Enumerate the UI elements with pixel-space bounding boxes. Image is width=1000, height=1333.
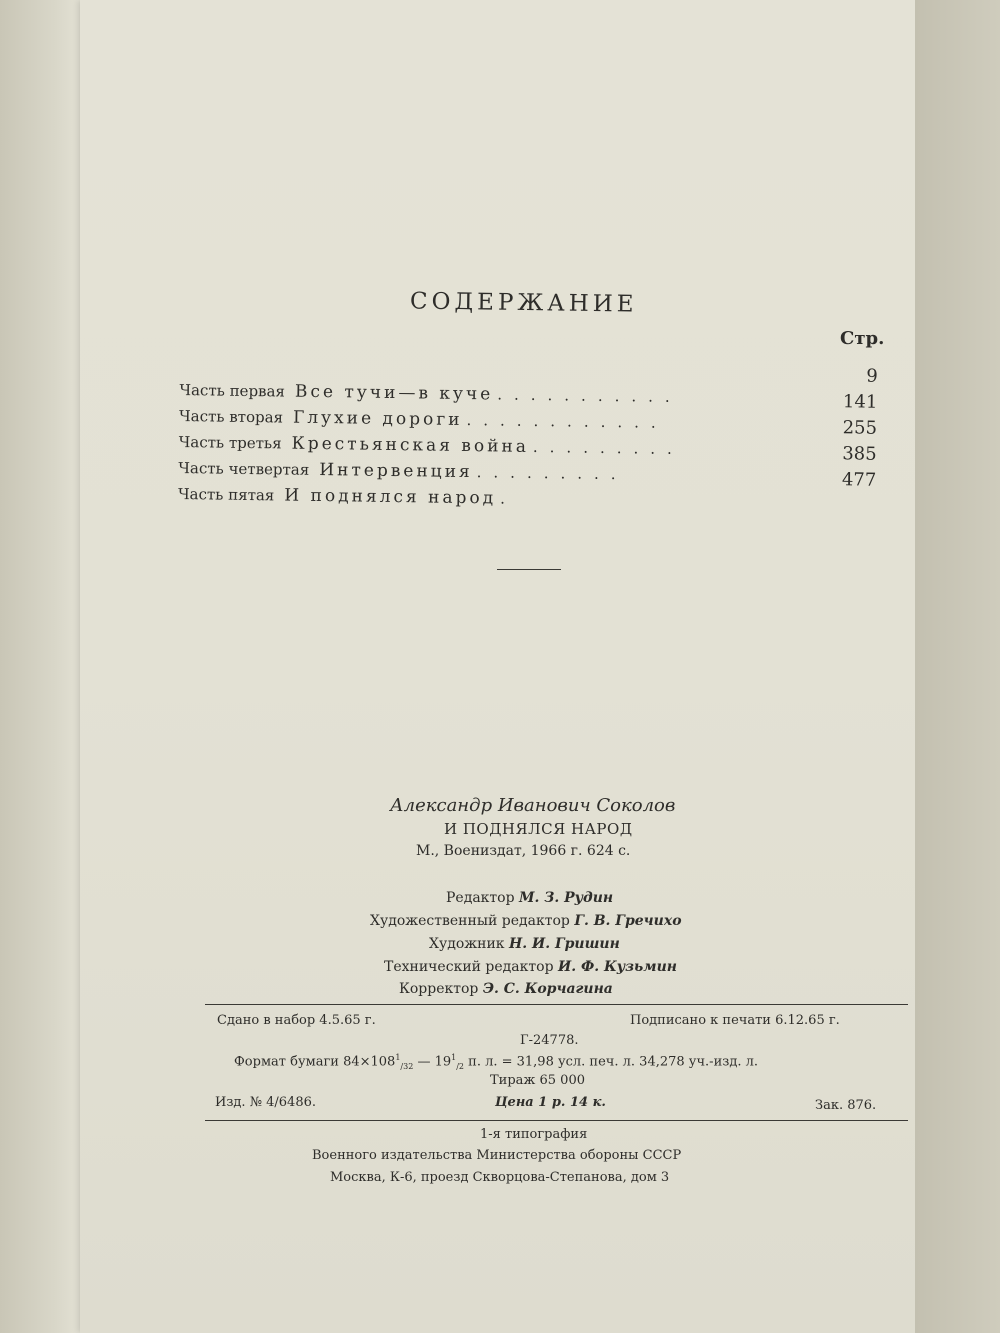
- format-text: п. л. = 31,98 усл. печ. л. 34,278 уч.-изд. л.: [468, 1054, 758, 1070]
- format-sub: /32: [400, 1061, 414, 1071]
- toc-page-number: 9: [866, 365, 878, 387]
- credit-role: Редактор: [446, 890, 515, 906]
- toc-leader-dots: .........: [532, 437, 684, 459]
- toc-title: Глухие дороги: [292, 407, 463, 430]
- toc-title: Интервенция: [319, 459, 473, 483]
- credit-name: Э. С. Корчагина: [482, 981, 613, 997]
- izd-number: Изд. № 4/6486.: [215, 1095, 316, 1110]
- toc-part: Часть пятая: [177, 484, 275, 505]
- credit-role: Корректор: [399, 981, 479, 997]
- format-text: Формат бумаги 84×108: [234, 1054, 396, 1070]
- credit-line: [446, 890, 613, 906]
- credit-line: [399, 981, 613, 997]
- toc-entry: [179, 432, 684, 459]
- toc-page-number: 385: [842, 443, 877, 465]
- credit-name: И. Ф. Кузьмин: [557, 959, 677, 975]
- toc-heading: СОДЕРЖАНИЕ: [409, 288, 638, 318]
- signed-date: Подписано к печати 6.12.65 г.: [630, 1013, 840, 1028]
- credit-name: Г. В. Гречихо: [574, 913, 682, 929]
- credit-role: Художественный редактор: [370, 913, 570, 929]
- toc-part: Часть четвертая: [178, 458, 310, 479]
- printer-name: 1-я типография: [480, 1127, 588, 1142]
- format-sup: 1: [451, 1053, 457, 1062]
- credit-role: Технический редактор: [384, 959, 554, 975]
- toc-part: Часть первая: [179, 380, 286, 401]
- publication-info: М., Воениздат, 1966 г. 624 с.: [416, 843, 631, 859]
- price: Цена 1 р. 14 к.: [495, 1095, 606, 1110]
- printer-org: Военного издательства Министерства обороны СССР: [312, 1148, 682, 1163]
- toc-title: Все тучи—в куче: [294, 381, 494, 405]
- toc-page-number: 255: [842, 417, 878, 439]
- author-name: Александр Иванович Соколов: [390, 795, 676, 816]
- toc-title: И поднялся народ: [284, 485, 497, 509]
- toc-leader-dots: ...........: [497, 385, 682, 407]
- toc-leader-dots: .........: [476, 463, 628, 484]
- credit-line: [429, 936, 620, 952]
- page-column-label: Стр.: [840, 328, 885, 349]
- credit-name: Н. И. Гришин: [509, 936, 620, 952]
- toc-entry: [179, 380, 682, 407]
- format-text: — 19: [417, 1054, 452, 1070]
- set-date: Сдано в набор 4.5.65 г.: [217, 1013, 376, 1028]
- toc-page-number: 141: [842, 391, 878, 413]
- toc-leader-dots: .: [500, 489, 518, 508]
- paper-format: [234, 1053, 758, 1071]
- printer-address: Москва, К-6, проезд Скворцова-Степанова, дом 3: [330, 1170, 670, 1185]
- format-sub: /2: [456, 1061, 465, 1071]
- order-number: Зак. 876.: [815, 1098, 877, 1113]
- credit-role: Художник: [429, 936, 505, 952]
- toc-page-number: 477: [841, 469, 877, 491]
- book-title: И ПОДНЯЛСЯ НАРОД: [444, 820, 633, 838]
- credit-name: М. З. Рудин: [519, 890, 614, 906]
- imprint-bottom-rule: [205, 1120, 908, 1121]
- format-sup: 1: [395, 1053, 401, 1062]
- credit-line: [370, 913, 682, 929]
- right-background: [915, 0, 1000, 1333]
- toc-entry: [178, 484, 517, 509]
- toc-entry: [179, 406, 668, 433]
- toc-title: Крестьянская война: [291, 433, 530, 457]
- toc-list: [177, 352, 889, 542]
- toc-page-numbers: [818, 361, 878, 491]
- left-page-edge: [0, 0, 80, 1333]
- credit-line: [384, 959, 677, 975]
- circulation: Тираж 65 000: [490, 1073, 585, 1088]
- toc-leader-dots: ............: [466, 411, 668, 432]
- toc-part: Часть третья: [178, 432, 282, 453]
- imprint-top-rule: [205, 1004, 908, 1005]
- toc-part: Часть вторая: [178, 406, 284, 427]
- toc-entry: [178, 458, 628, 484]
- section-divider: [497, 569, 561, 570]
- print-code: Г-24778.: [520, 1033, 579, 1048]
